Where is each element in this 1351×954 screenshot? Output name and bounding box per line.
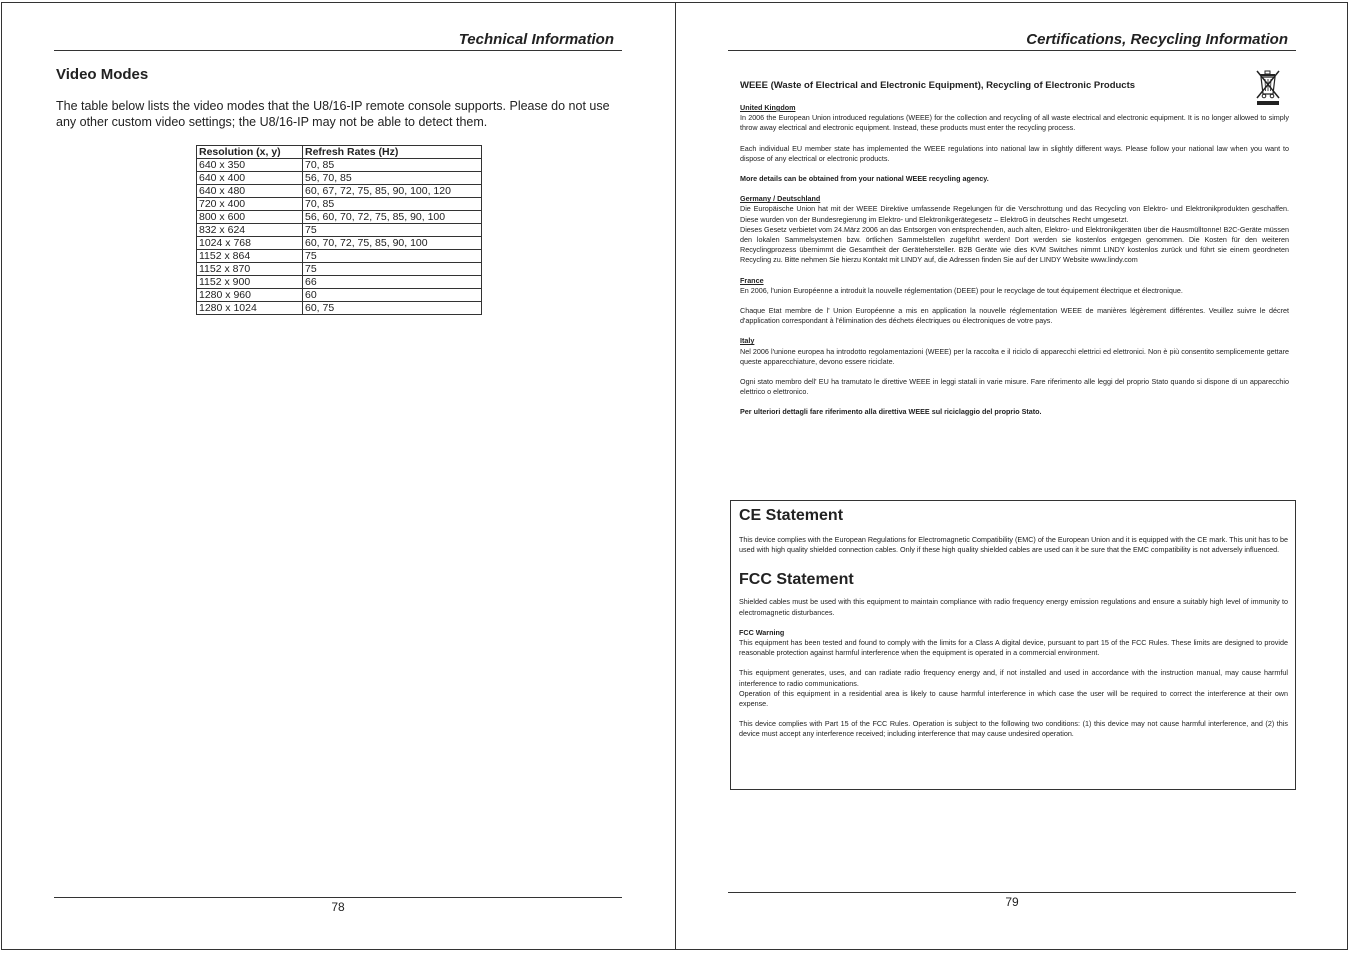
fcc-warning-heading: FCC Warning	[739, 627, 785, 637]
resolution-cell: 800 x 600	[197, 211, 303, 224]
italy-heading: Italy	[740, 336, 755, 346]
resolution-cell: 1152 x 864	[197, 250, 303, 263]
refresh-cell: 70, 85	[303, 198, 482, 211]
italy-paragraph-1: Nel 2006 l'unione europea ha introdotto regolamentazioni (WEEE) per la raccolta e il riciclo di apparecchi elettrici ed elettronici. Non è più consentito semplicemente gettare queste apparecchiature, devono essere riciclate.	[740, 346, 1289, 366]
fcc-statement-text: Shielded cables must be used with this equipment to maintain compliance with radio frequency energy emission regulations and ensure a suitably high level of immunity to electromagnetic disturbances.	[739, 597, 1288, 617]
refresh-cell: 66	[303, 276, 482, 289]
france-paragraph-1: En 2006, l'union Européenne a introduit la nouvelle réglementation (DEEE) pour le recyclage de tout équipement électrique et électronique.	[740, 285, 1183, 295]
refresh-cell: 56, 70, 85	[303, 172, 482, 185]
refresh-cell: 60, 70, 72, 75, 85, 90, 100	[303, 237, 482, 250]
ce-fcc-box	[730, 500, 1296, 790]
resolution-cell: 832 x 624	[197, 224, 303, 237]
table-row	[197, 198, 482, 211]
header-rule	[728, 50, 1296, 51]
uk-heading: United Kingdom	[740, 103, 796, 112]
table-row	[197, 250, 482, 263]
video-modes-table	[196, 145, 482, 315]
table-row	[197, 263, 482, 276]
fcc-warning-paragraph-3: Operation of this equipment in a residential area is likely to cause harmful interference in which case the user will be required to correct the interference at their own expense.	[739, 688, 1288, 709]
refresh-cell: 75	[303, 250, 482, 263]
page-79	[676, 0, 1351, 954]
ce-statement-text: This device complies with the European Regulations for Electromagnetic Compatibility (EMC) of the European Union and it is equipped with the CE mark. This unit has to be used with high quality shielded connection cables. Only if these high quality shielded cables are used can it be sure that the EMC compatibility is not adversely influenced.	[739, 535, 1288, 555]
uk-paragraph-2: Each individual EU member state has implemented the WEEE regulations into national law in slightly different ways. Please follow your national law when you want to dispose of any electrical or electronic products.	[740, 143, 1289, 163]
table-row	[197, 224, 482, 237]
video-modes-title: Video Modes	[56, 66, 149, 83]
weee-section	[740, 80, 1289, 418]
resolution-cell: 1280 x 1024	[197, 302, 303, 315]
table-header-row	[197, 146, 482, 159]
refresh-cell: 75	[303, 263, 482, 276]
table-row	[197, 172, 482, 185]
resolution-cell: 1152 x 870	[197, 263, 303, 276]
fcc-warning-paragraph-4: This device complies with Part 15 of the FCC Rules. Operation is subject to the following two conditions: (1) this device may not cause harmful interference, and (2) this device must accept any interference received; including interference that may cause undesired operation.	[739, 719, 1288, 739]
footer-rule	[54, 897, 622, 898]
fcc-statement-title: FCC Statement	[739, 571, 854, 589]
refresh-cell: 60	[303, 289, 482, 302]
resolution-cell: 640 x 350	[197, 159, 303, 172]
weee-title: WEEE (Waste of Electrical and Electronic Equipment), Recycling of Electronic Products	[740, 80, 1136, 91]
germany-paragraph-2: Dieses Gesetz verbietet vom 24.März 2006 an das Entsorgen von entsprechenden, auch alten, Elektro- und Elektronikgeräten über die Hausmülltonne! B2C-Geräte müssen den lokalen Sammelsystemen bzw. örtlichen Sammelstellen zugeführt werden! Dort werden sie kostenlos entgegen genommen. Die Kosten für den weiteren Recyclingprozess übernimmt die Gesamtheit der Gerätehersteller. B2B Geräte wie dies KVM Switches nimmt LINDY kostenlos zurück und führt sie einem geordneten Recycling zu. Bitte nehmen Sie hierzu Kontakt mit LINDY auf, die Adressen finden Sie auf der LINDY Website www.lindy.com	[740, 224, 1289, 265]
resolution-cell: 1152 x 900	[197, 276, 303, 289]
table-row	[197, 302, 482, 315]
table-row	[197, 185, 482, 198]
page-number: 79	[1005, 895, 1019, 909]
refresh-cell: 70, 85	[303, 159, 482, 172]
refresh-cell: 56, 60, 70, 72, 75, 85, 90, 100	[303, 211, 482, 224]
uk-paragraph-3: More details can be obtained from your national WEEE recycling agency.	[740, 174, 989, 184]
france-heading: France	[740, 275, 764, 285]
table-row	[197, 159, 482, 172]
resolution-cell: 640 x 400	[197, 172, 303, 185]
ce-statement-title: CE Statement	[739, 507, 844, 524]
section-header: Technical Information	[458, 31, 614, 48]
germany-paragraph-1: Die Europäische Union hat mit der WEEE Direktive umfassende Regelungen für die Verschrottung und das Recycling von Elektro- und Elektronikprodukten geschaffen. Diese wurden von der Bundesregierung im Elektro- und Elektronikgerätegesetz – ElektroG in deutsches Recht umgesetzt.	[740, 204, 1289, 224]
italy-paragraph-2: Ogni stato membro dell' EU ha tramutato le direttive WEEE in leggi statali in varie misure. Fare riferimento alle leggi del proprio Stato quando si dispone di un apparecchio elettrico o elettronico.	[740, 377, 1289, 397]
resolution-cell: 720 x 400	[197, 198, 303, 211]
table-row	[197, 276, 482, 289]
header-rule	[54, 50, 622, 51]
refresh-cell: 75	[303, 224, 482, 237]
table-row	[197, 289, 482, 302]
fcc-warning-paragraph-2: This equipment generates, uses, and can radiate radio frequency energy and, if not installed and used in accordance with the instruction manual, may cause harmful interference to radio communications.	[739, 668, 1288, 688]
resolution-cell: 640 x 480	[197, 185, 303, 198]
video-modes-intro: The table below lists the video modes that the U8/16-IP remote console supports. Please do not use any other custom video settings; the U8/16-IP may not be able to detect them.	[56, 99, 610, 129]
column-header-resolution: Resolution (x, y)	[197, 146, 303, 159]
uk-paragraph-1: In 2006 the European Union introduced regulations (WEEE) for the collection and recycling of all waste electrical and electronic equipment. It is no longer allowed to simply throw away electrical and electronic equipment. Instead, these products must enter the recycling process.	[740, 113, 1289, 133]
column-header-refresh-rates: Refresh Rates (Hz)	[303, 146, 482, 159]
italy-paragraph-3: Per ulteriori dettagli fare riferimento alla direttiva WEEE sul riciclaggio del proprio Stato.	[740, 407, 1042, 417]
resolution-cell: 1280 x 960	[197, 289, 303, 302]
resolution-cell: 1024 x 768	[197, 237, 303, 250]
refresh-cell: 60, 67, 72, 75, 85, 90, 100, 120	[303, 185, 482, 198]
page-number: 78	[331, 900, 345, 914]
table-row	[197, 211, 482, 224]
fcc-warning-paragraph-1: This equipment has been tested and found to comply with the limits for a Class A digital device, pursuant to part 15 of the FCC Rules. These limits are designed to provide reasonable protection against harmful interference when the equipment is operated in a commercial environment.	[739, 638, 1288, 658]
germany-heading: Germany / Deutschland	[740, 194, 821, 204]
france-paragraph-2: Chaque Etat membre de l' Union Européenne a mis en application la nouvelle réglementation WEEE de manières légèrement différentes. Veuillez suivre le décret d'application correspondant à l'élimination des déchets électriques ou électroniques de votre pays.	[740, 306, 1289, 326]
table-row	[197, 237, 482, 250]
footer-rule	[728, 892, 1296, 893]
refresh-cell: 60, 75	[303, 302, 482, 315]
section-header: Certifications, Recycling Information	[1026, 31, 1288, 48]
